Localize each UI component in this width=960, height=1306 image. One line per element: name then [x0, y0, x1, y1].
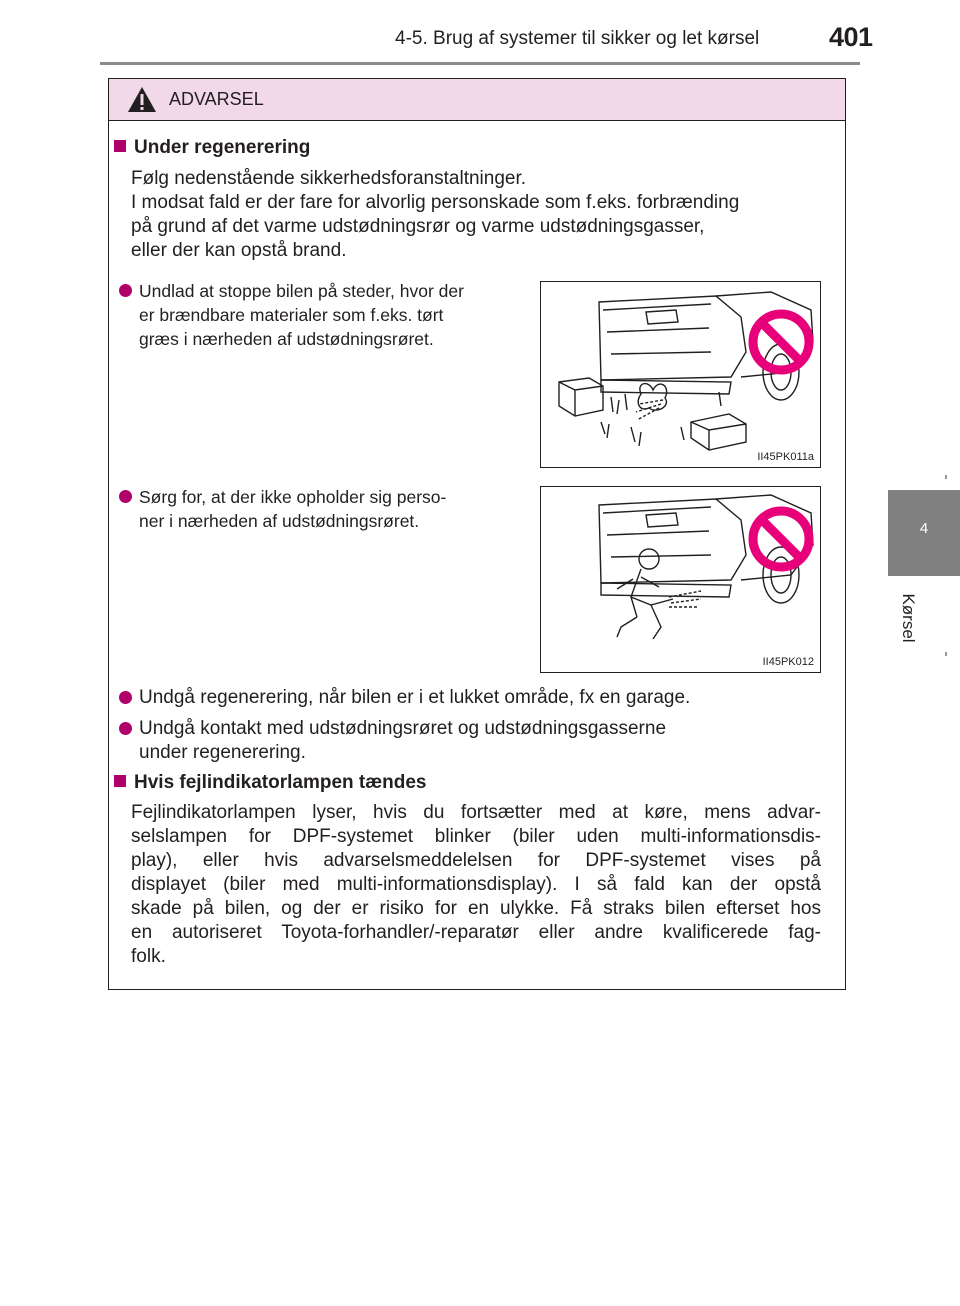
margin-tick [945, 652, 947, 656]
list-item: Undgå kontakt med udstødningsrøret og udstødningsgasserne under regenerering. [119, 717, 809, 765]
list-item: Sørg for, at der ikke opholder sig perso- ner i nærheden af udstødningsrøret. [119, 485, 517, 533]
margin-tick [945, 475, 947, 479]
prohibition-icon [747, 505, 815, 573]
chapter-number: 4 [919, 520, 929, 537]
illustration-exhaust-person [540, 486, 821, 673]
section-paragraph: Følg nedenstående sikkerhedsforanstaltninger. I modsat fald er der fare for alvorlig personskade som f.eks. forbrænding på grund af det varme udstødningsrør og varme udstødningsgasser, eller der kan opstå brand. [131, 168, 740, 261]
figure-code: II45PK012 [762, 656, 814, 668]
round-bullet-icon [119, 722, 132, 735]
running-header: 4-5. Brug af systemer til sikker og let kørsel [395, 28, 760, 49]
square-bullet-icon [114, 140, 126, 152]
square-bullet-icon [114, 775, 126, 787]
list-item: Undlad at stoppe bilen på steder, hvor der er brændbare materialer som f.eks. tørt græs i nærheden af udstødningsrøret. [119, 279, 517, 351]
section-paragraph: Fejlindikatorlampen lyser, hvis du fortsætter med at køre, mens advar- selslampen for DPF-systemet blinker (biler uden multi-informationsdis- play), eller hvis advarselsmeddelelsen for DPF-systemet vises på displayet (biler med multi-informationsdisplay). I så fald kan der opstå skade på bilen, og der er risiko for en ulykke. Få straks bilen efterset hos en autoriseret Toyota-forhandler/-reparatør eller andre kvalificerede fag- folk. [131, 802, 821, 967]
illustration-exhaust-grass [540, 281, 821, 468]
chapter-label: Kørsel [899, 593, 918, 643]
round-bullet-icon [119, 284, 132, 297]
figure-code: II45PK011a [757, 451, 814, 463]
warning-label: ADVARSEL [169, 89, 264, 109]
warning-triangle-icon [127, 86, 157, 113]
round-bullet-icon [119, 490, 132, 503]
chapter-label-wrap [896, 588, 920, 648]
page-number: 401 [829, 22, 873, 52]
round-bullet-icon [119, 691, 132, 704]
section-heading: Under regenerering [109, 137, 310, 159]
chapter-tab [888, 490, 960, 576]
header-divider [100, 62, 860, 65]
prohibition-icon [747, 308, 815, 376]
warning-header [109, 79, 845, 121]
section-heading: Hvis fejlindikatorlampen tændes [109, 772, 426, 794]
list-item: Undgå regenerering, når bilen er i et lukket område, fx en garage. [119, 686, 809, 710]
warning-box [108, 78, 846, 990]
